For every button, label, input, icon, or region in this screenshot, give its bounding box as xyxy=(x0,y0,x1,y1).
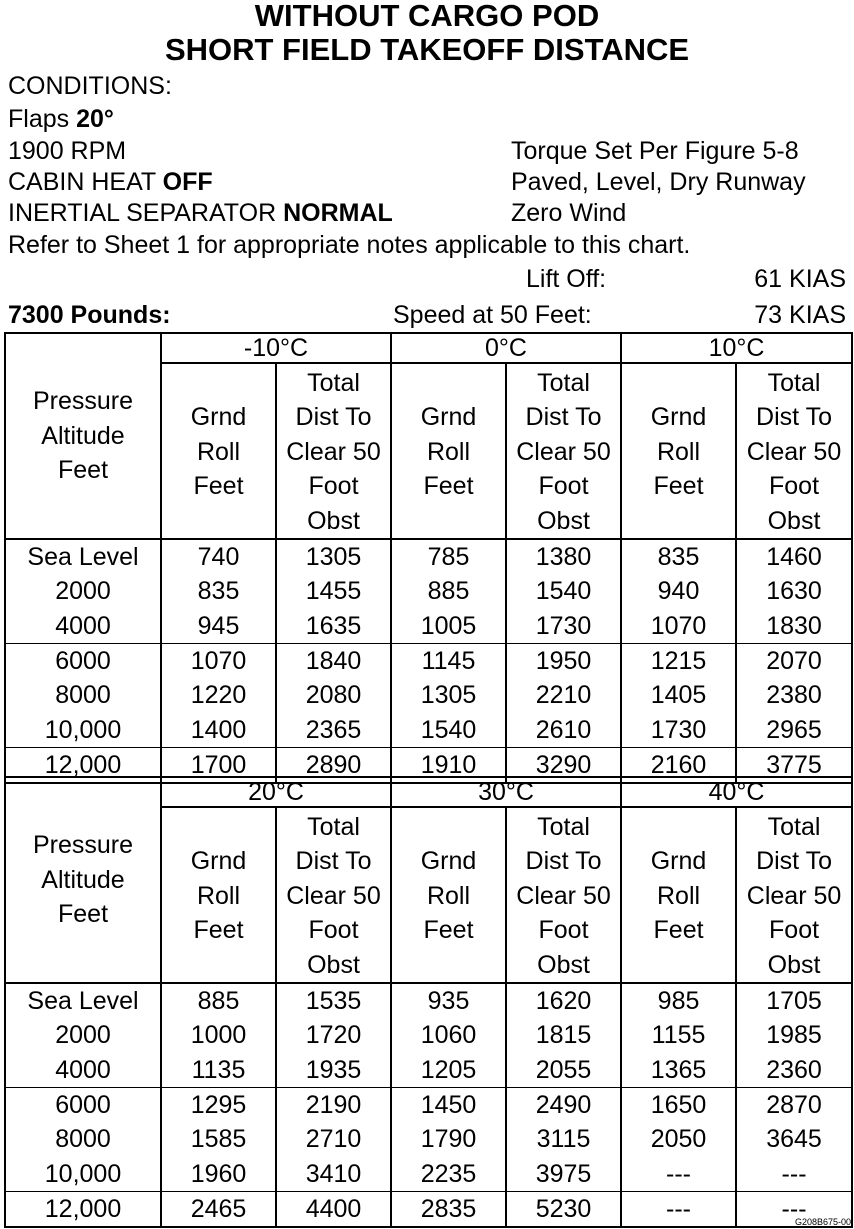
altitude-cell: Sea Level xyxy=(6,539,161,574)
altitude-cell: 4000 xyxy=(6,609,161,644)
header-text-line xyxy=(162,810,275,844)
header-text-line: Grnd xyxy=(190,847,247,876)
temp-header: 20°C xyxy=(161,778,391,807)
altitude-cell: 12,000 xyxy=(6,747,161,782)
distance-cell: 1540 xyxy=(506,574,621,609)
cabin-heat-condition xyxy=(8,167,213,197)
distance-cell: 1960 xyxy=(161,1157,276,1192)
header-text-line: Roll xyxy=(656,881,701,910)
header-text-line: Feet xyxy=(193,472,244,501)
distance-cell: 1070 xyxy=(161,643,276,678)
header-text-line: Roll xyxy=(196,881,241,910)
distance-cell: 1720 xyxy=(276,1018,391,1053)
runway-condition: Paved, Level, Dry Runway xyxy=(511,168,806,196)
header-text-line: Total xyxy=(767,369,821,397)
distance-cell: 1540 xyxy=(391,713,506,748)
distance-cell: 2190 xyxy=(276,1087,391,1122)
header-text-line: Dist To xyxy=(295,847,372,876)
chart-title-line-1: WITHOUT CARGO POD xyxy=(254,0,600,33)
distance-cell: 785 xyxy=(391,539,506,574)
distance-cell: 835 xyxy=(621,539,736,574)
header-text-line: Total xyxy=(307,369,360,397)
header-text-line: Dist To xyxy=(295,403,372,432)
header-text-line: Grnd xyxy=(190,403,247,432)
header-text-line: Feet xyxy=(57,900,109,929)
liftoff-value: 61 KIAS xyxy=(754,265,846,293)
distance-cell: 835 xyxy=(161,574,276,609)
distance-cell: 2080 xyxy=(276,678,391,713)
distance-cell: 1840 xyxy=(276,643,391,678)
torque-condition: Torque Set Per Figure 5-8 xyxy=(511,137,799,165)
header-text-line: Altitude xyxy=(41,865,125,894)
distance-cell: 3115 xyxy=(506,1122,621,1157)
takeoff-table-warm xyxy=(4,776,853,1228)
header-text-line: Clear 50 xyxy=(516,881,611,910)
header-text-line: Grnd xyxy=(420,403,477,432)
liftoff-label: Lift Off: xyxy=(526,265,607,293)
header-text-line: Feet xyxy=(57,456,109,485)
distance-cell: 740 xyxy=(161,539,276,574)
distance-cell: 1305 xyxy=(391,678,506,713)
altitude-cell: 2000 xyxy=(6,574,161,609)
distance-cell: 2710 xyxy=(276,1122,391,1157)
total-distance-header xyxy=(506,363,621,539)
total-distance-header xyxy=(276,807,391,983)
altitude-cell: 4000 xyxy=(6,1053,161,1088)
distance-cell: --- xyxy=(736,1157,851,1192)
header-text-line: Roll xyxy=(426,437,471,466)
distance-cell: 2365 xyxy=(276,713,391,748)
table-row xyxy=(6,1053,851,1088)
table-row xyxy=(6,1122,851,1157)
distance-cell: 5230 xyxy=(506,1191,621,1226)
total-distance-header xyxy=(506,807,621,983)
distance-cell: 2235 xyxy=(391,1157,506,1192)
distance-cell: 1060 xyxy=(391,1018,506,1053)
distance-cell: 1145 xyxy=(391,643,506,678)
header-text-line: Roll xyxy=(656,437,701,466)
total-distance-header xyxy=(736,363,851,539)
pressure-altitude-header xyxy=(6,778,161,983)
pressure-altitude-header xyxy=(6,334,161,539)
distance-cell: 4400 xyxy=(276,1191,391,1226)
table-row xyxy=(6,643,851,678)
header-text-line: Roll xyxy=(426,881,471,910)
distance-cell: 1650 xyxy=(621,1087,736,1122)
distance-cell: 1910 xyxy=(391,747,506,782)
distance-cell: 2870 xyxy=(766,1091,822,1119)
distance-cell: 2055 xyxy=(506,1053,621,1088)
ground-roll-header xyxy=(391,363,506,539)
distance-cell: 1070 xyxy=(621,609,736,644)
header-text-line: Clear 50 xyxy=(746,437,842,466)
rpm-condition: 1900 RPM xyxy=(8,137,127,165)
weight-label: 7300 Pounds: xyxy=(8,301,171,329)
table-row xyxy=(6,1018,851,1053)
header-text-line: Total xyxy=(307,813,360,841)
distance-cell: 1135 xyxy=(161,1053,276,1088)
distance-cell: 1630 xyxy=(766,577,822,606)
distance-cell: 885 xyxy=(391,574,506,609)
header-text-line: Total xyxy=(537,813,590,841)
flaps-value: 20° xyxy=(76,105,114,133)
temp-header: 0°C xyxy=(391,334,621,363)
distance-cell: 1535 xyxy=(276,983,391,1018)
distance-cell: 2360 xyxy=(736,1053,851,1088)
header-text-line: Grnd xyxy=(650,847,707,876)
distance-cell: 2050 xyxy=(621,1122,736,1157)
distance-cell: 1950 xyxy=(506,643,621,678)
distance-cell: 1450 xyxy=(391,1087,506,1122)
ground-roll-header xyxy=(621,807,736,983)
ground-roll-header xyxy=(621,363,736,539)
altitude-cell: 8000 xyxy=(6,1122,161,1157)
header-text-line: Clear 50 xyxy=(286,881,381,910)
distance-cell: --- xyxy=(781,1195,807,1224)
table-row xyxy=(6,539,851,574)
header-text-line: Obst xyxy=(537,506,590,535)
altitude-cell: 8000 xyxy=(6,678,161,713)
distance-cell: 3290 xyxy=(506,747,621,782)
distance-cell: 1460 xyxy=(766,543,822,572)
altitude-cell: 10,000 xyxy=(6,1157,161,1192)
distance-cell: 1155 xyxy=(621,1018,736,1053)
altitude-cell: 10,000 xyxy=(6,713,161,748)
distance-cell: 1705 xyxy=(766,987,822,1016)
distance-cell: 1405 xyxy=(621,678,736,713)
distance-cell: 1730 xyxy=(621,713,736,748)
distance-cell: 2835 xyxy=(391,1191,506,1226)
header-text-line: Pressure xyxy=(32,831,134,860)
distance-cell: 2380 xyxy=(766,681,822,710)
distance-cell: 885 xyxy=(161,983,276,1018)
distance-cell: 1295 xyxy=(161,1087,276,1122)
header-text-line: Total xyxy=(767,813,821,841)
altitude-cell: 6000 xyxy=(6,643,161,678)
table-row xyxy=(6,678,851,713)
header-text-line: Obst xyxy=(307,506,360,535)
ground-roll-header xyxy=(161,807,276,983)
temp-header: 10°C xyxy=(621,334,851,363)
altitude-cell: 2000 xyxy=(6,1018,161,1053)
header-text-line: Foot xyxy=(768,472,820,501)
header-text-line: Foot xyxy=(538,472,589,501)
header-text-line: Obst xyxy=(537,950,590,979)
distance-cell: 2610 xyxy=(506,713,621,748)
distance-cell: 2160 xyxy=(621,747,736,782)
inertial-separator-label: INERTIAL SEPARATOR xyxy=(8,199,284,227)
header-text-line: Feet xyxy=(193,916,244,945)
inertial-separator-condition xyxy=(8,198,393,228)
table-row xyxy=(6,574,851,609)
total-distance-header xyxy=(276,363,391,539)
header-text-line xyxy=(622,810,735,844)
header-text-line: Dist To xyxy=(756,847,833,876)
header-text-line: Clear 50 xyxy=(286,437,381,466)
header-text-line: Grnd xyxy=(420,847,477,876)
flaps-condition xyxy=(8,104,114,134)
altitude-cell: 12,000 xyxy=(6,1191,161,1226)
header-text-line: Pressure xyxy=(32,387,134,416)
distance-cell: 1205 xyxy=(391,1053,506,1088)
figure-reference: G208B675-00 xyxy=(794,1217,851,1227)
distance-cell: 2490 xyxy=(506,1087,621,1122)
table-body xyxy=(6,983,851,1226)
distance-cell: 1365 xyxy=(621,1053,736,1088)
distance-cell: 1455 xyxy=(276,574,391,609)
header-text-line: Obst xyxy=(767,950,821,979)
sheet-note: Refer to Sheet 1 for appropriate notes applicable to this chart. xyxy=(8,231,691,259)
header-text-line: Foot xyxy=(308,916,359,945)
header-text-line: Feet xyxy=(653,472,704,501)
header-text-line: Foot xyxy=(308,472,359,501)
distance-cell: 1985 xyxy=(766,1021,822,1050)
distance-cell: 3645 xyxy=(766,1125,822,1154)
ground-roll-header xyxy=(161,363,276,539)
distance-cell: 1585 xyxy=(161,1122,276,1157)
cabin-heat-value: OFF xyxy=(162,168,213,196)
distance-cell: 935 xyxy=(391,983,506,1018)
table-row xyxy=(6,713,851,748)
distance-cell: --- xyxy=(621,1157,736,1192)
distance-cell: 1635 xyxy=(276,609,391,644)
header-text-line: Altitude xyxy=(41,421,125,450)
distance-cell: 1815 xyxy=(506,1018,621,1053)
temp-header: 30°C xyxy=(391,778,621,807)
header-text-line: Dist To xyxy=(525,847,602,876)
speed-50ft-label: Speed at 50 Feet: xyxy=(393,301,592,329)
distance-cell: 1790 xyxy=(391,1122,506,1157)
header-text-line xyxy=(622,366,735,400)
distance-cell: 2070 xyxy=(766,647,822,675)
temp-header: 40°C xyxy=(621,778,851,807)
altitude-cell: 6000 xyxy=(6,1087,161,1122)
header-text-line: Feet xyxy=(423,472,474,501)
table-row xyxy=(6,983,851,1018)
header-text-line: Clear 50 xyxy=(516,437,611,466)
header-text-line: Dist To xyxy=(756,403,832,432)
distance-cell: 1215 xyxy=(621,643,736,678)
distance-cell: 1220 xyxy=(161,678,276,713)
header-text-line: Obst xyxy=(307,950,360,979)
distance-cell: 945 xyxy=(161,609,276,644)
distance-cell: 940 xyxy=(621,574,736,609)
chart-title-line-2: SHORT FIELD TAKEOFF DISTANCE xyxy=(164,32,690,67)
wind-condition: Zero Wind xyxy=(511,199,627,227)
distance-cell: 1830 xyxy=(736,609,851,644)
distance-cell: --- xyxy=(621,1191,736,1226)
table-row xyxy=(6,1191,851,1226)
distance-cell: 985 xyxy=(621,983,736,1018)
header-text-line: Total xyxy=(537,369,590,397)
flaps-label: Flaps xyxy=(8,105,77,133)
distance-cell: 3975 xyxy=(506,1157,621,1192)
header-text-line xyxy=(392,810,505,844)
altitude-cell: Sea Level xyxy=(6,983,161,1018)
inertial-separator-value: NORMAL xyxy=(283,199,393,227)
header-text-line: Foot xyxy=(538,916,589,945)
table-row xyxy=(6,1087,851,1122)
distance-cell: 1305 xyxy=(276,539,391,574)
distance-cell: 2890 xyxy=(276,747,391,782)
distance-cell: 1380 xyxy=(506,539,621,574)
distance-cell: 1935 xyxy=(276,1053,391,1088)
distance-cell: 1000 xyxy=(161,1018,276,1053)
header-text-line: Clear 50 xyxy=(746,881,842,910)
distance-cell: 1005 xyxy=(391,609,506,644)
ground-roll-header xyxy=(391,807,506,983)
table-row xyxy=(6,609,851,644)
header-text-line: Feet xyxy=(423,916,474,945)
distance-cell: 3410 xyxy=(276,1157,391,1192)
header-text-line: Dist To xyxy=(525,403,602,432)
header-text-line: Obst xyxy=(767,506,821,535)
distance-cell: 1730 xyxy=(506,609,621,644)
header-text-line: Grnd xyxy=(650,403,707,432)
distance-cell: 2465 xyxy=(161,1191,276,1226)
distance-cell: 2210 xyxy=(506,678,621,713)
distance-cell: 2965 xyxy=(736,713,851,748)
header-text-line: Feet xyxy=(653,916,704,945)
header-text-line xyxy=(162,366,275,400)
takeoff-table-cold xyxy=(4,332,853,784)
temp-header: -10°C xyxy=(161,334,391,363)
total-distance-header xyxy=(736,807,851,983)
cabin-heat-label: CABIN HEAT xyxy=(8,168,163,196)
distance-cell: 1700 xyxy=(161,747,276,782)
table-row xyxy=(6,1157,851,1192)
distance-cell: 3775 xyxy=(766,751,822,780)
header-text-line: Foot xyxy=(769,916,820,945)
header-text-line xyxy=(392,366,505,400)
speed-50ft-value: 73 KIAS xyxy=(754,301,846,329)
conditions-label: CONDITIONS: xyxy=(8,72,172,100)
distance-cell: 1620 xyxy=(506,983,621,1018)
header-text-line: Roll xyxy=(196,437,241,466)
distance-cell: 1400 xyxy=(161,713,276,748)
table-body xyxy=(6,539,851,782)
